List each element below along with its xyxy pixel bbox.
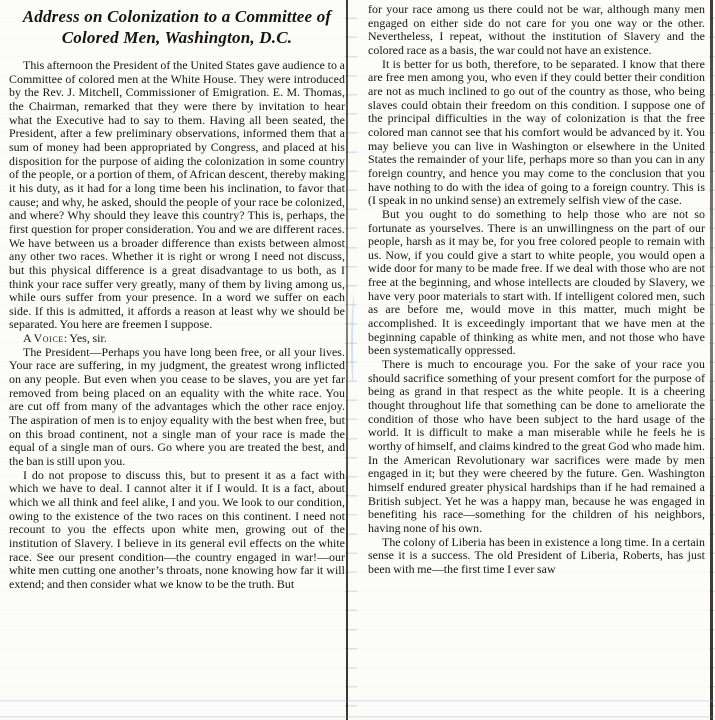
page-title — [11, 7, 343, 48]
text-column-left — [0, 0, 345, 716]
page-edge-rule — [710, 0, 713, 720]
gutter-scan-artifact — [351, 295, 357, 383]
page-title-line-1: Address on Colonization to a Committee of — [22, 7, 332, 26]
paragraph: This afternoon the President of the United States gave audience to a Committee of colored men at the White House. They were introduced by the Rev. J. Mitchell, Commissioner of Emigration. E. M. Thomas, the Chairman, remarked that they were there by invitation to hear what the Executive had to say to them. Having all been seated, the President, after a few preliminary observations, informed them that a sum of money had been appropriated by Congress, and placed at his disposition for the purpose of aiding the colonization in some country of the people, or a portion of them, of African descent, thereby making it his duty, as it had for a long time been his inclination, to favor that cause; and why, he asked, should the people of your race be colonized, and where? Why should they leave this country? This is, perhaps, the first question for proper consideration. You and we are different races. We have between us a broader difference than exists between almost any other two races. Whether it is right or wrong I need not discuss, but this physical difference is a great disadvantage to us both, as I think your race suffer very greatly, many of them by living among us, while ours suffer from your presence. In a word we suffer on each side. If this is admitted, it affords a reason at least why we should be separated. You here are freemen I suppose. — [9, 58, 345, 332]
paragraph: It is better for us both, therefore, to be separated. I know that there are free men among you, who even if they could better their condition are not as much inclined to go out of the country as those, who being slaves could obtain their freedom on this condition. I suppose one of the principal difficulties in the way of colonization is that the free colored man cannot see that his comfort would be advanced by it. You may believe you can live in Washington or elsewhere in the United States the remainder of your life, perhaps more so than you can in any foreign country, and hence you may come to the conclusion that you have nothing to do with the idea of going to a foreign country. This is (I speak in no unkind sense) an extremely selfish view of the case. — [368, 56, 705, 208]
paragraph: I do not propose to discuss this, but to present it as a fact with which we have to deal. I cannot alter it if I would. It is a fact, about which we all think and feel alike, I and you. We look to our condition, owing to the existence of the two races on this continent. I need not recount to you the effects upon white men, growing out of the institution of Slavery. I believe in its general evil effects on the white race. See our present condition—the country engaged in war!—our white men cutting one another’s throats, none knowing how far it will extend; and then consider what we know to be the truth. But — [9, 467, 345, 591]
paragraph: But you ought to do something to help those who are not so fortunate as yourselves. There is an unwillingness on the part of our people, harsh as it may be, for you free colored people to remain with us. Now, if you could give a start to white people, you would open a wide door for many to be made free. If we deal with those who are not free at the beginning, and whose intellects are clouded by Slavery, we have very poor materials to start with. If intelligent colored men, such as are before me, would move in this matter, much might be accomplished. It is exceedingly important that we have men at the beginning capable of thinking as white men, and not those who have been systematically oppressed. — [368, 206, 705, 358]
column-divider-rule — [346, 0, 348, 720]
page-title-line-2: Colored Men, Washington, D.C. — [61, 27, 293, 47]
paragraph: There is much to encourage you. For the sake of your race you should sacrifice something of your present comfort for the purpose of being as grand in that respect as the white people. It is a cheering thought throughout life that something can be done to ameliorate the condition of those who have been subject to the hard usage of the world. It is difficult to make a man miserable while he feels he is worthy of himself, and claims kindred to the great God who made him. In the American Revolutionary war sacrifices were made by men engaged in it; but they were cheered by the future. Gen. Washington himself endured greater physical hardships than if he had remained a British subject. Yet he was a happy man, because he was engaged in benefiting his race—something for the children of his neighbors, having none of his own. — [368, 357, 705, 535]
paragraph: The President—Perhaps you have long been free, or all your lives. Your race are suffering, in my judgment, the greatest wrong inflicted on any people. But even when you cease to be slaves, you are yet far removed from being placed on an equality with the white race. You are cut off from many of the advantages which the other race enjoy. The aspiration of men is to enjoy equality with the best when free, but on this broad continent, not a single man of your race is made the equal of a single man of ours. Go where you are treated the best, and the ban is still upon you. — [9, 344, 345, 469]
smallcaps-speaker-label: Voice — [33, 331, 64, 346]
paragraph: for your race among us there could not be war, although many men engaged on either side do not care for you one way or the other. Nevertheless, I repeat, without the institution of Slavery and the colored race as a basis, the war could not have an existence. — [368, 2, 705, 57]
paragraph: The colony of Liberia has been in existence a long time. In a certain sense it is a success. The old President of Liberia, Roberts, has just been with me—the first time I ever saw — [368, 534, 705, 576]
paragraph: A Voice: Yes, sir. — [23, 331, 107, 346]
text-column-right — [357, 0, 709, 716]
